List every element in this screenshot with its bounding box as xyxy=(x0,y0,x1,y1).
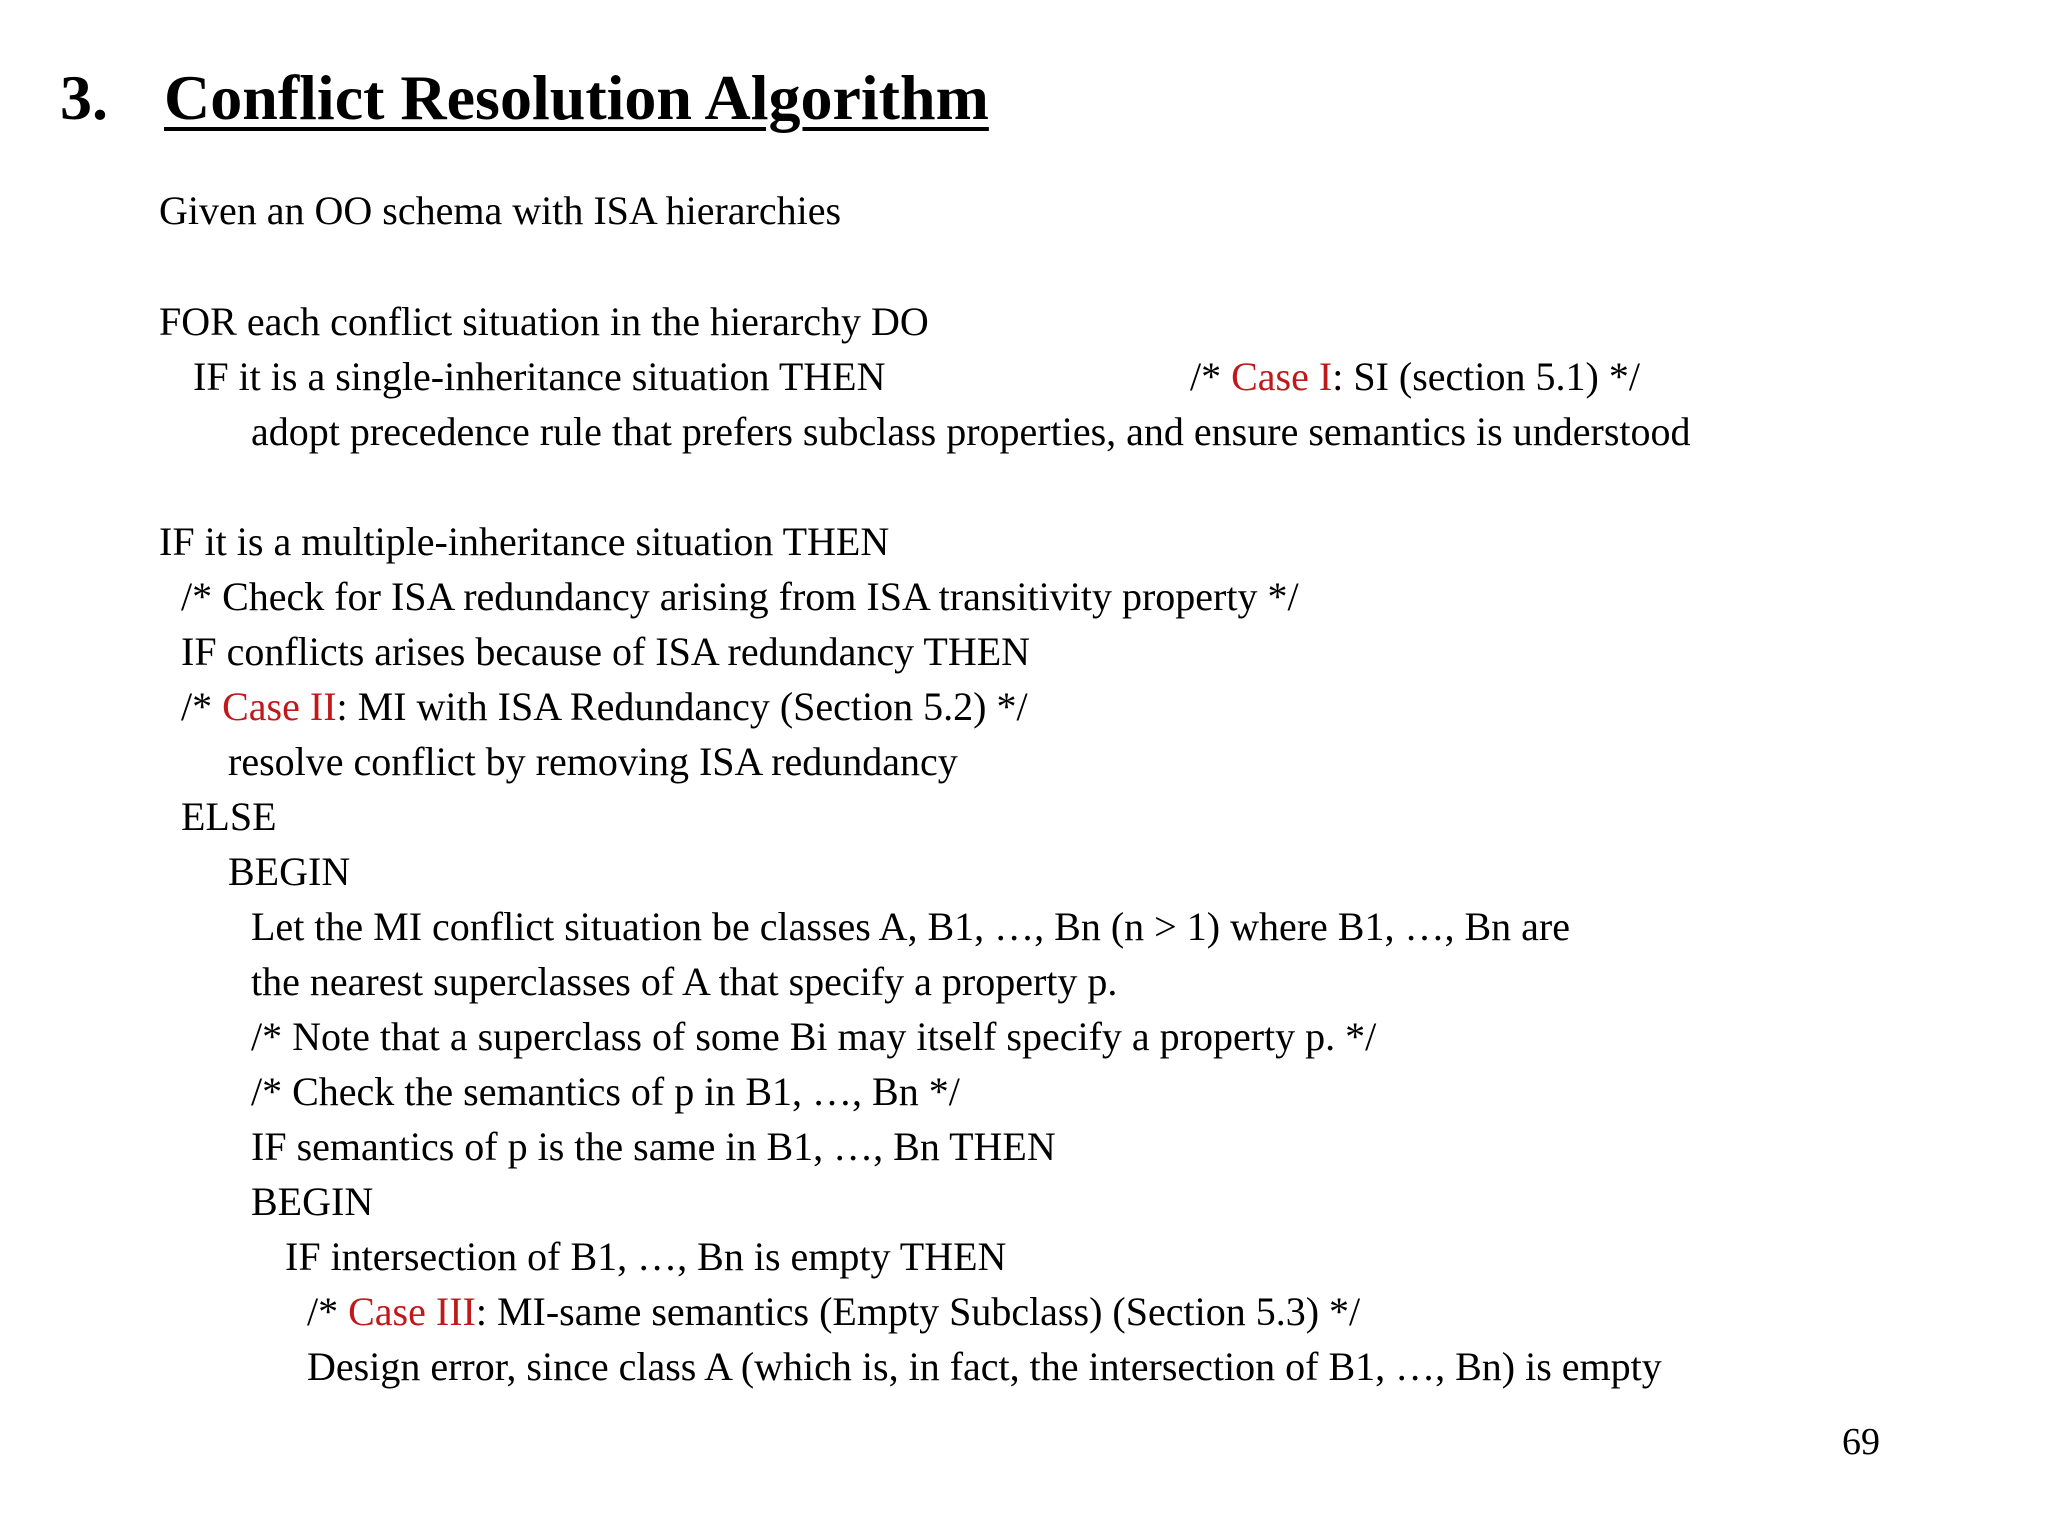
line-given: Given an OO schema with ISA hierarchies xyxy=(159,188,842,233)
case2-rest: : MI with ISA Redundancy (Section 5.2) */ xyxy=(336,684,1028,729)
case3-rest: : MI-same semantics (Empty Subclass) (Section 5.3) */ xyxy=(475,1289,1361,1334)
case1-label: Case I xyxy=(1231,354,1333,399)
line-resolve: resolve conflict by removing ISA redundancy xyxy=(228,739,958,784)
line-else: ELSE xyxy=(181,794,277,839)
line-let-mi: Let the MI conflict situation be classes A, B1, …, Bn (n > 1) where B1, …, Bn are xyxy=(251,904,1570,949)
line-if-single: IF it is a single-inheritance situation THEN xyxy=(193,354,886,399)
case2-open: /* xyxy=(181,684,223,729)
line-design-error: Design error, since class A (which is, in fact, the intersection of B1, …, Bn) is empty xyxy=(307,1344,1662,1389)
case1-comment xyxy=(1190,352,1640,402)
line-adopt: adopt precedence rule that prefers subclass properties, and ensure semantics is understood xyxy=(251,409,1691,454)
line-for-each: FOR each conflict situation in the hierarchy DO xyxy=(159,299,929,344)
title-number: 3. xyxy=(60,62,108,133)
title-text: Conflict Resolution Algorithm xyxy=(164,62,989,133)
case3-label: Case III xyxy=(348,1289,476,1334)
case3-comment xyxy=(307,1287,1360,1337)
line-if-multiple: IF it is a multiple-inheritance situation THEN xyxy=(159,519,890,564)
case3-open: /* xyxy=(307,1289,349,1334)
line-nearest: the nearest superclasses of A that specify a property p. xyxy=(251,959,1118,1004)
case2-comment xyxy=(181,682,1028,732)
case1-open: /* xyxy=(1190,354,1232,399)
line-check-semantics: /* Check the semantics of p in B1, …, Bn */ xyxy=(251,1069,960,1114)
line-check-redundancy: /* Check for ISA redundancy arising from ISA transitivity property */ xyxy=(181,574,1299,619)
case2-label: Case II xyxy=(222,684,337,729)
line-if-intersection: IF intersection of B1, …, Bn is empty THEN xyxy=(285,1234,1007,1279)
line-begin-1: BEGIN xyxy=(228,849,351,894)
line-begin-2: BEGIN xyxy=(251,1179,374,1224)
slide-title xyxy=(60,58,989,138)
line-note: /* Note that a superclass of some Bi may itself specify a property p. */ xyxy=(251,1014,1377,1059)
line-if-semantics: IF semantics of p is the same in B1, …, Bn THEN xyxy=(251,1124,1056,1169)
case1-rest: : SI (section 5.1) */ xyxy=(1332,354,1640,399)
page-number: 69 xyxy=(1842,1421,1880,1463)
line-if-conflicts: IF conflicts arises because of ISA redundancy THEN xyxy=(181,629,1031,674)
